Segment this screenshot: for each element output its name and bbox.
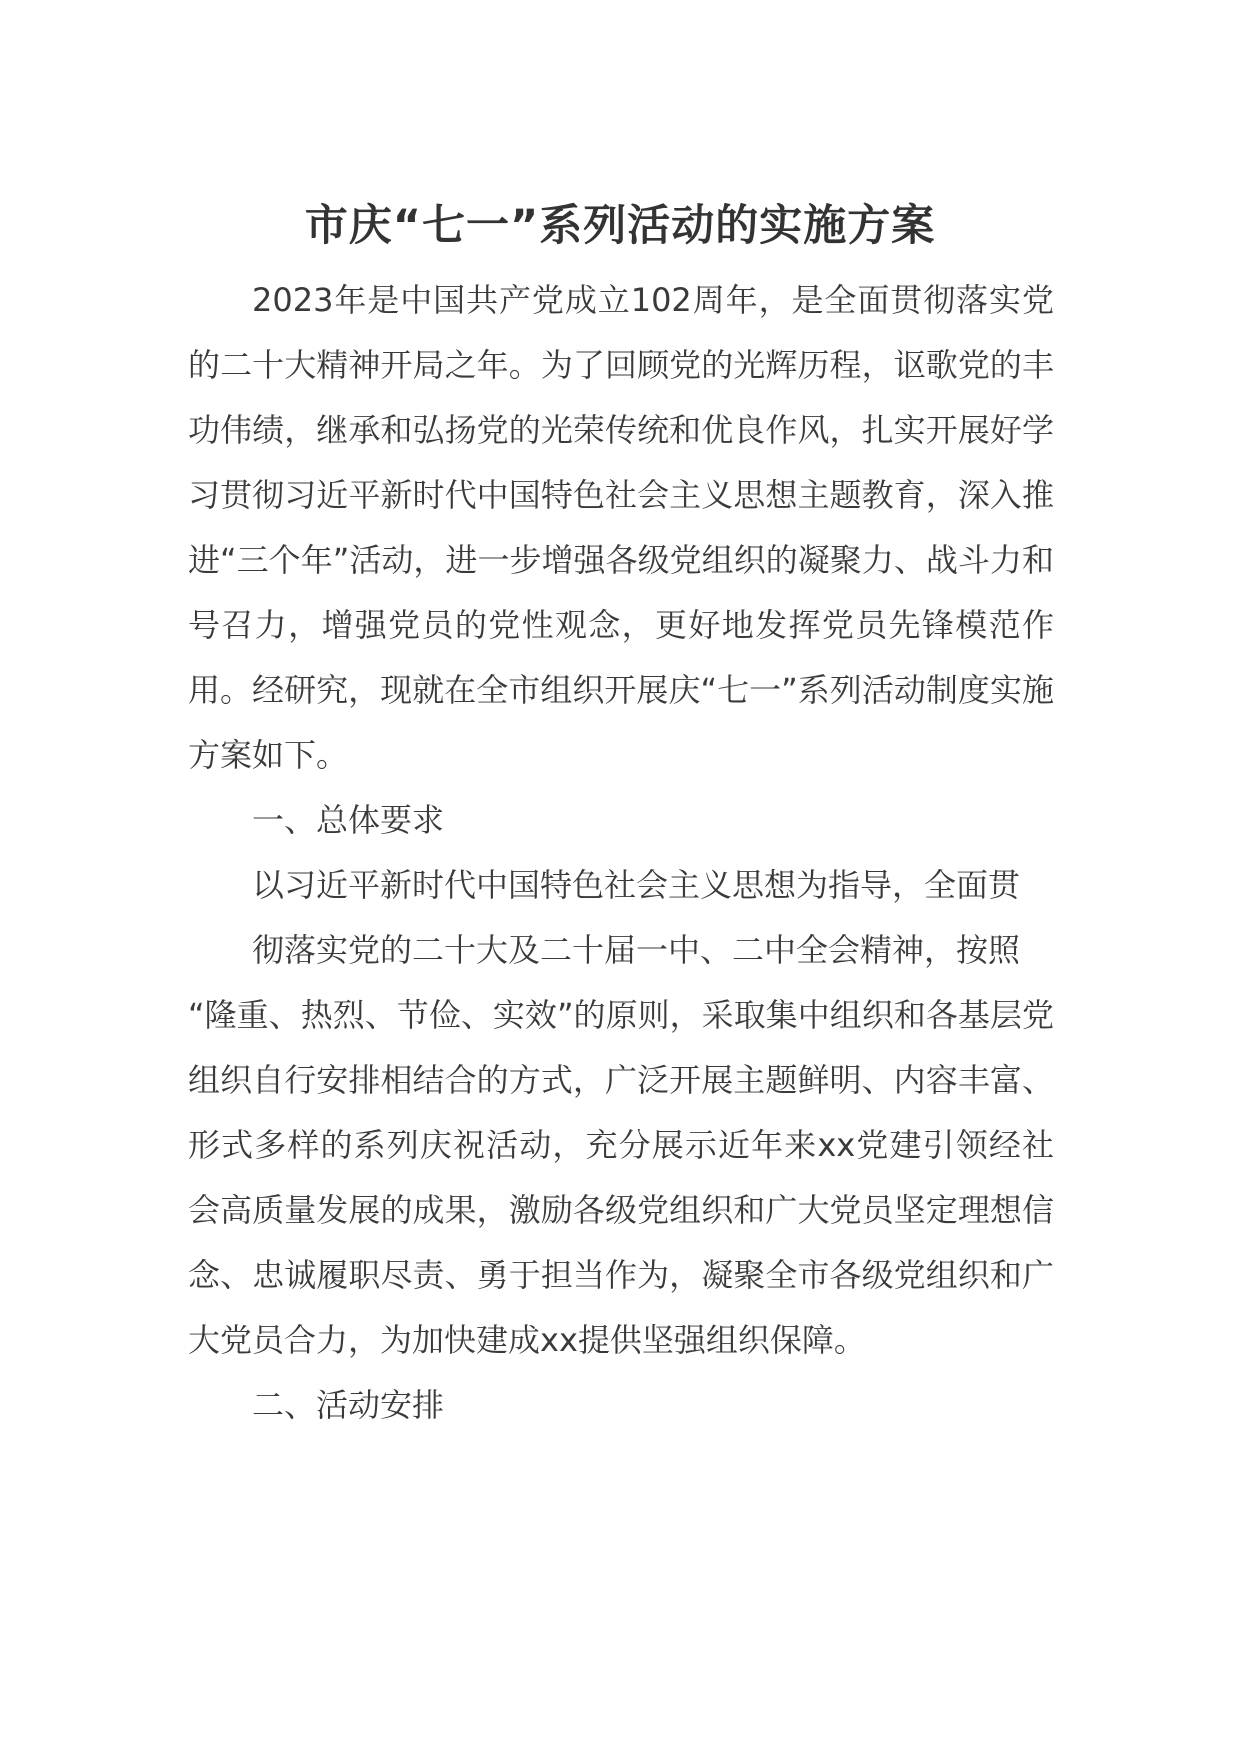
document-body (188, 268, 1054, 1438)
requirements-paragraph-line-1: 以习近平新时代中国特色社会主义思想为指导，全面贯 (252, 866, 1021, 904)
section-heading-activity-arrangement: 二、活动安排 (252, 1386, 445, 1424)
intro-paragraph: 2023年是中国共产党成立102周年，是全面贯彻落实党的二十大精神开局之年。为了回顾党的光辉历程，讴歌党的丰功伟绩，继承和弘扬党的光荣传统和优良作风，扎实开展好学习贯彻习近平新时代中国特色社会主义思想主题教育，深入推进“三个年”活动，进一步增强各级党组织的凝聚力、战斗力和号召力，增强党员的党性观念，更好地发挥党员先锋模范作用。经研究，现就在全市组织开展庆“七一”系列活动制度实施方案如下。 (188, 281, 1054, 774)
document-title: 市庆“七一”系列活动的实施方案 (304, 201, 936, 251)
requirements-paragraph-body: “隆重、热烈、节俭、实效”的原则，采取集中组织和各基层党组织自行安排相结合的方式，广泛开展主题鲜明、内容丰富、形式多样的系列庆祝活动，充分展示近年来xx党建引领经社会高质量发展的成果，激励各级党组织和广大党员坚定理想信念、忠诚履职尽责、勇于担当作为，凝聚全市各级党组织和广大党员合力，为加快建成xx提供坚强组织保障。 (188, 996, 1054, 1359)
section-heading-overall-requirements: 一、总体要求 (252, 801, 445, 839)
requirements-paragraph-line-2: 彻落实党的二十大及二十届一中、二中全会精神，按照 (252, 931, 1021, 969)
